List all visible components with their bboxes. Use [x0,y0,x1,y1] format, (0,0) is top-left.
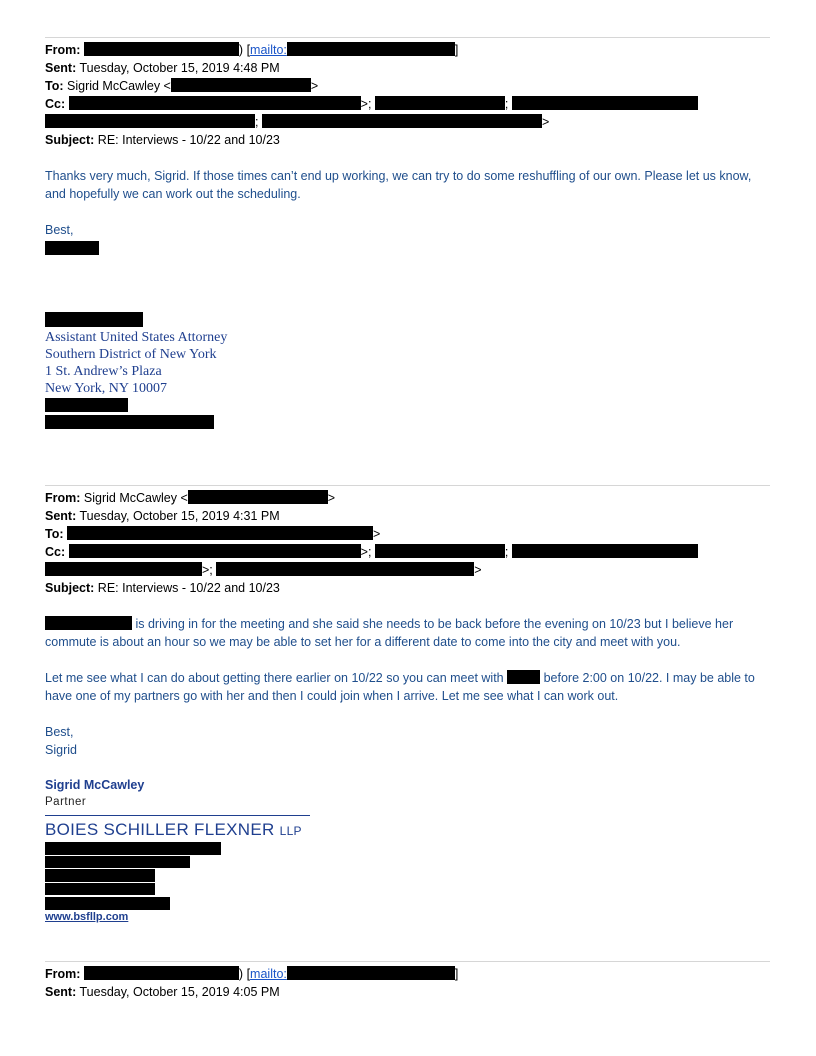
redaction-block [84,966,239,980]
redaction-block [375,96,505,110]
from-label: From: [45,491,81,505]
from-label: From: [45,43,81,57]
text-fragment: > [327,491,336,505]
signature-address: New York, NY 10007 [45,381,167,396]
redaction-block [45,842,221,855]
redaction-block [45,856,190,868]
from-sender: Sigrid McCawley < [83,491,188,505]
subject-text: RE: Interviews - 10/22 and 10/23 [97,133,280,147]
email-closing: Best, [45,223,74,237]
email-body: Thanks very much, Sigrid. If those times can’t end up working, we can try to do some reshuffling of our own. Please let us know, and hopefully we can work out the scheduling. [45,169,752,201]
firm-suffix: LLP [279,824,302,838]
sent-label: Sent: [45,985,77,999]
firm-website-link[interactable]: www.bsfllp.com [45,911,129,923]
cc-line-continued [45,113,549,131]
text-fragment: ; [504,97,509,111]
text-fragment: [ [246,967,251,981]
text-fragment: >; [360,545,372,559]
text-fragment: > [373,527,381,541]
text-fragment: [ [246,43,251,57]
redaction-block [171,78,311,92]
redaction-block [507,670,540,684]
text-fragment: >; [202,563,213,577]
text-fragment: ) [238,967,244,981]
redaction-block [69,544,361,558]
firm-name-text: BOIES SCHILLER FLEXNER [45,820,275,839]
text-fragment: ; [367,97,372,111]
text-fragment: ) [238,43,244,57]
text-fragment: > [310,79,319,93]
signature-name: Sigrid McCawley [45,778,145,792]
email-closing: Best, [45,725,74,739]
text-fragment: > [474,563,482,577]
redaction-block [45,398,128,412]
email-closing-name: Sigrid [45,743,77,757]
redaction-block [45,883,155,895]
sent-date: Tuesday, October 15, 2019 4:05 PM [79,985,280,999]
subject-line [45,579,280,597]
paragraph-text: before 2:00 on 10/22. I may be able to have one of my partners go with her and then I could join when I arrive. Let me see what I can work out. [45,671,755,703]
redaction-block [262,114,542,128]
text-fragment: > [360,97,368,111]
sent-line [45,507,280,525]
firm-name [45,820,302,840]
sent-line [45,983,280,1001]
redaction-block [287,42,455,56]
sent-line [45,59,280,77]
redaction-block [45,312,143,327]
to-recipient: Sigrid McCawley < [67,79,171,93]
cc-label: Cc: [45,545,66,559]
mailto-link[interactable]: mailto: [250,967,287,981]
redaction-block [67,526,373,540]
signature-rule [45,815,310,816]
redaction-block [84,42,239,56]
redaction-block [216,562,474,576]
sent-date: Tuesday, October 15, 2019 4:31 PM [79,509,280,523]
redaction-block [45,616,132,630]
redaction-block [45,869,155,882]
subject-label: Subject: [45,133,95,147]
redaction-block [512,96,698,110]
paragraph-text: Let me see what I can do about getting there earlier on 10/22 so you can meet with [45,671,504,685]
signature-title: Assistant United States Attorney [45,330,228,345]
sent-label: Sent: [45,61,77,75]
redaction-block [45,241,99,255]
cc-label: Cc: [45,97,66,111]
subject-text: RE: Interviews - 10/22 and 10/23 [97,581,280,595]
redaction-block [45,562,202,576]
redaction-block [287,966,455,980]
redaction-block [188,490,328,504]
text-fragment: ; [504,545,509,559]
email-paragraph [45,669,770,705]
text-fragment: ] [454,967,459,981]
cc-line [45,543,698,561]
separator-rule [45,961,770,962]
to-line [45,525,380,543]
paragraph-text: is driving in for the meeting and she said she needs to be back before the evening on 10/23 but I believe her commute is about an hour so we may be able to set her for a different date to come into the city and meet with you. [45,617,734,649]
cc-line-continued [45,561,482,579]
sent-label: Sent: [45,509,77,523]
redaction-block [375,544,505,558]
email-paragraph [45,615,770,651]
separator-rule [45,485,770,486]
from-label: From: [45,967,81,981]
separator-rule [45,37,770,38]
redaction-block [69,96,361,110]
mailto-link[interactable]: mailto: [250,43,287,57]
to-label: To: [45,79,64,93]
redaction-block [45,415,214,429]
to-line [45,77,318,95]
signature-address: 1 St. Andrew’s Plaza [45,364,162,379]
text-fragment: ; [255,115,259,129]
from-line [45,965,458,983]
to-label: To: [45,527,64,541]
redaction-block [45,114,255,128]
signature-office: Southern District of New York [45,347,217,362]
subject-line [45,131,280,149]
text-fragment: > [541,115,550,129]
cc-line [45,95,698,113]
from-line [45,41,458,59]
sent-date: Tuesday, October 15, 2019 4:48 PM [79,61,280,75]
redaction-block [45,897,170,910]
from-line [45,489,335,507]
subject-label: Subject: [45,581,95,595]
signature-title: Partner [45,796,87,808]
redaction-block [512,544,698,558]
text-fragment: ] [454,43,459,57]
